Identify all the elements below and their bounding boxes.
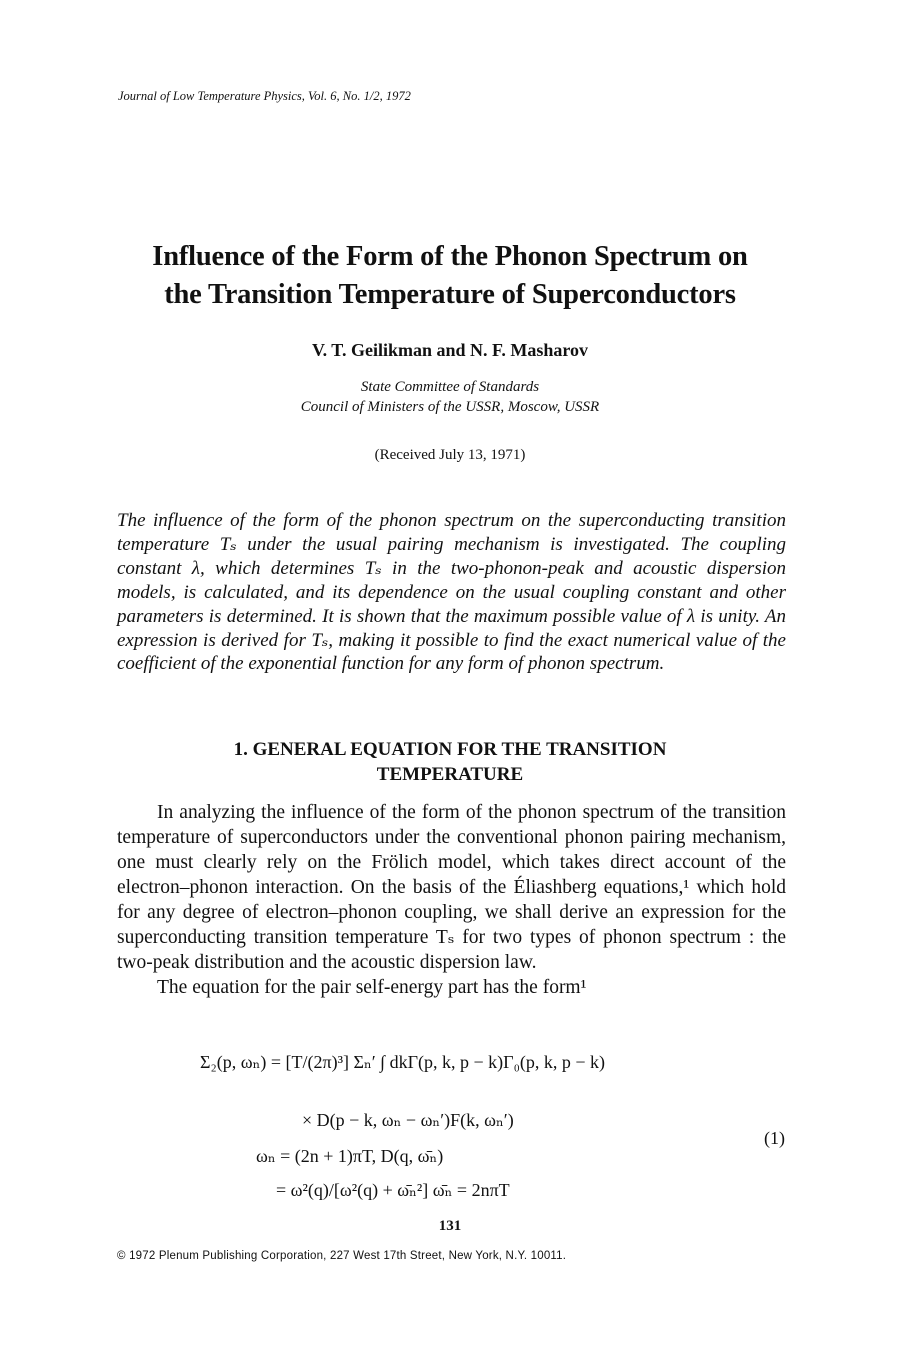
- affiliation-line-2: Council of Ministers of the USSR, Moscow, USSR: [300, 399, 600, 415]
- title-line-2: the Transition Temperature of Superconductors: [164, 279, 736, 310]
- copyright-notice: © 1972 Plenum Publishing Corporation, 227 West 17th Street, New York, N.Y. 10011.: [117, 1250, 567, 1262]
- affiliation: [100, 377, 800, 417]
- equation-line-4: = ω²(q)/[ω²(q) + ω̄ₙ²] ω̄ₙ = 2nπT: [276, 1180, 510, 1200]
- page-number: 131: [438, 1218, 462, 1234]
- paragraph-2: The equation for the pair self-energy part has the form¹: [157, 977, 587, 998]
- paragraph-1: In analyzing the influence of the form of the phonon spectrum of the transition temperature of superconductors under the conventional phonon pairing mechanism, one must clearly rely on the Frölich model, which takes direct account of the electron–phonon interaction. On the basis of the Éliashberg equations,¹ which hold for any degree of electron–phonon coupling, we shall derive an expression for the superconducting transition temperature Tₛ for two types of phonon spectrum : the two-peak distribution and the acoustic dispersion law.: [117, 802, 786, 973]
- section-heading-line-1: 1. GENERAL EQUATION FOR THE TRANSITION: [233, 739, 667, 760]
- affiliation-line-1: State Committee of Standards: [360, 379, 540, 395]
- received-date: (Received July 13, 1971): [374, 447, 526, 463]
- paper-title: [100, 238, 800, 314]
- section-heading: [100, 737, 800, 787]
- authors: V. T. Geilikman and N. F. Masharov: [311, 340, 589, 360]
- section-heading-line-2: TEMPERATURE: [376, 764, 524, 785]
- journal-citation: Journal of Low Temperature Physics, Vol. 6, No. 1/2, 1972: [118, 89, 411, 103]
- equation-number: (1): [764, 1128, 785, 1148]
- equation-line-3: ωₙ = (2n + 1)πT, D(q, ω̄ₙ): [256, 1146, 444, 1166]
- equation-line-1: Σ₂(p, ωₙ) = [T/(2π)³] Σₙ′ ∫ dkΓ(p, k, p − k)Γ₀(p, k, p − k): [200, 1052, 605, 1072]
- title-line-1: Influence of the Form of the Phonon Spectrum on: [152, 241, 748, 272]
- equation-line-2: × D(p − k, ωₙ − ωₙ′)F(k, ωₙ′): [302, 1110, 514, 1130]
- abstract: The influence of the form of the phonon spectrum on the superconducting transition temperature Tₛ under the usual pairing mechanism is investigated. The coupling constant λ, which determines Tₛ in the two-phonon-peak and acoustic dispersion models, is calculated, and its dependence on the usual coupling constant and other parameters is determined. It is shown that the maximum possible value of λ is unity. An expression is derived for Tₛ, making it possible to find the exact numerical value of the coefficient of the exponential function for any form of phonon spectrum.: [117, 510, 786, 675]
- body-text: [117, 800, 786, 1000]
